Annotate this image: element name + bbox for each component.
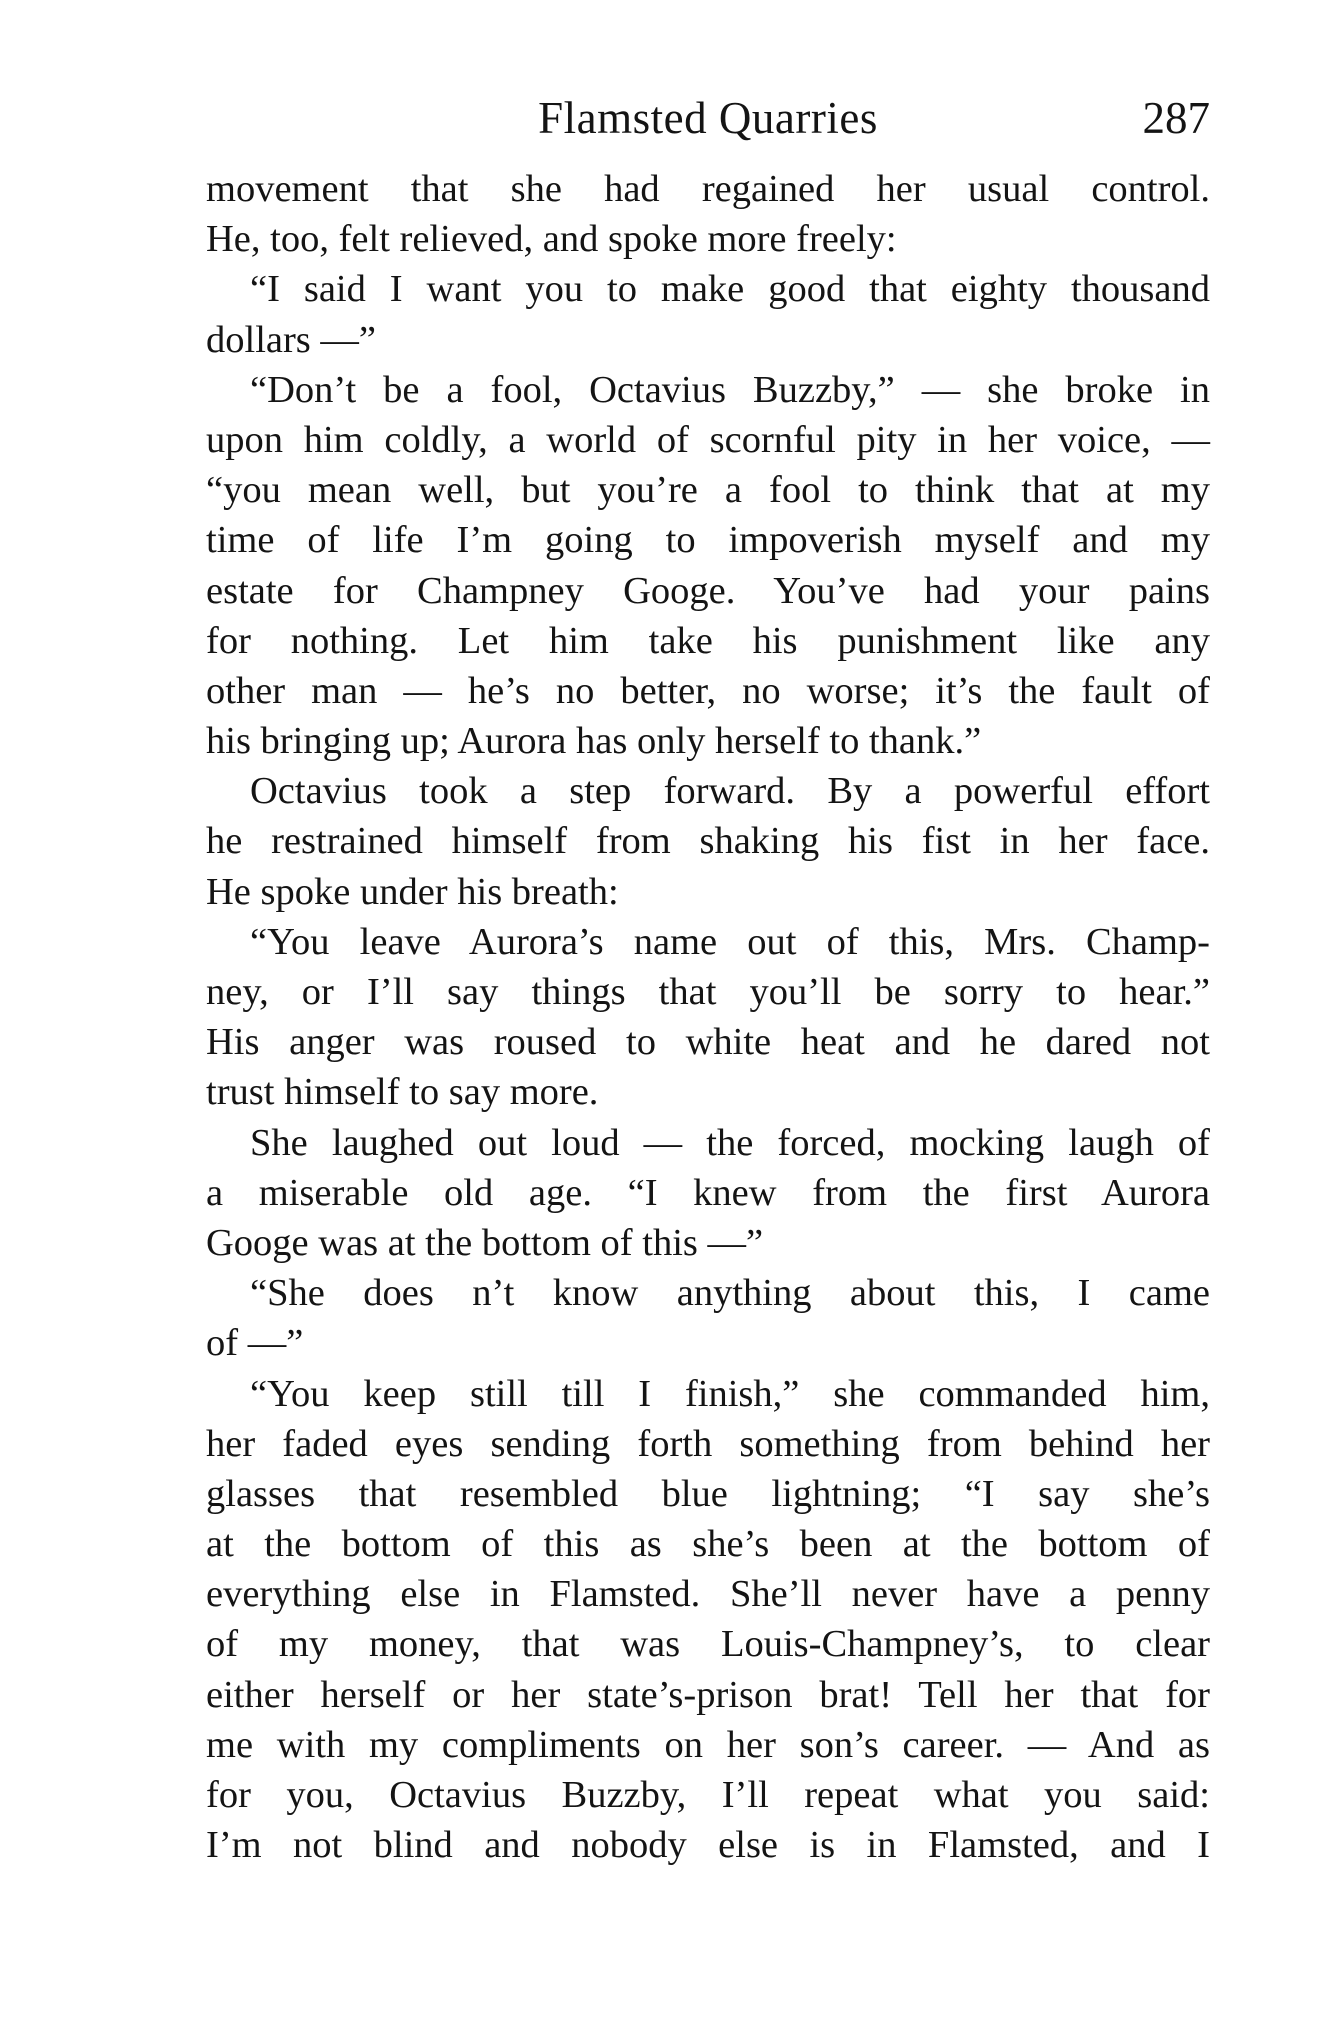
text-line: “Don’t be a fool, Octavius Buzzby,” — she broke in — [250, 368, 1210, 411]
text-line: His anger was roused to white heat and he dared not — [206, 1021, 1210, 1064]
text-line: ney, or I’ll say things that you’ll be sorry to hear.” — [206, 971, 1210, 1013]
text-line: at the bottom of this as she’s been at the bottom of — [206, 1523, 1210, 1566]
text-line: her faded eyes sending forth something from behind her — [206, 1422, 1210, 1465]
running-title: Flamsted Quarries — [538, 93, 878, 143]
text-line: I’m not blind and nobody else is in Flamsted, and I — [206, 1824, 1210, 1867]
text-line: either herself or her state’s-prison brat! Tell her that for — [206, 1673, 1210, 1716]
text-line: “You keep still till I finish,” she commanded him, — [250, 1372, 1210, 1415]
body-text — [206, 164, 1210, 1870]
text-line: estate for Champney Googe. You’ve had your pains — [206, 569, 1210, 612]
text-line: Octavius took a step forward. By a powerful effort — [250, 770, 1210, 813]
text-line: for nothing. Let him take his punishment like any — [206, 619, 1210, 662]
text-line: trust himself to say more. — [206, 1071, 599, 1114]
text-line: a miserable old age. “I knew from the first Aurora — [206, 1171, 1210, 1214]
text-line: Googe was at the bottom of this —” — [206, 1221, 764, 1264]
text-line: he restrained himself from shaking his fist in her face. — [206, 820, 1210, 863]
text-line: “You leave Aurora’s name out of this, Mrs. Champ- — [250, 920, 1210, 963]
text-line: movement that she had regained her usual control. — [206, 168, 1210, 210]
text-line: me with my compliments on her son’s career. — And as — [206, 1723, 1210, 1766]
text-line: He, too, felt relieved, and spoke more freely: — [206, 218, 897, 261]
text-line: dollars —” — [206, 318, 376, 361]
text-line: glasses that resembled blue lightning; “I say she’s — [206, 1472, 1210, 1515]
text-line: upon him coldly, a world of scornful pity in her voice, — — [206, 418, 1210, 461]
page-number: 287 — [1142, 93, 1210, 143]
text-line: other man — he’s no better, no worse; it’s the fault of — [206, 669, 1210, 712]
text-line: He spoke under his breath: — [206, 870, 619, 913]
running-head — [206, 88, 1210, 148]
text-line: time of life I’m going to impoverish myself and my — [206, 519, 1210, 562]
text-line: of —” — [206, 1322, 304, 1365]
text-line: for you, Octavius Buzzby, I’ll repeat what you said: — [206, 1774, 1210, 1816]
text-line: his bringing up; Aurora has only herself to thank.” — [206, 720, 982, 763]
text-line: She laughed out loud — the forced, mocking laugh of — [250, 1121, 1210, 1164]
text-line: of my money, that was Louis-Champney’s, to clear — [206, 1623, 1210, 1666]
text-line: “She does n’t know anything about this, I came — [250, 1272, 1210, 1315]
text-line: “I said I want you to make good that eighty thousand — [250, 268, 1210, 311]
text-line: “you mean well, but you’re a fool to think that at my — [206, 469, 1210, 512]
text-line: everything else in Flamsted. She’ll never have a penny — [206, 1573, 1210, 1616]
